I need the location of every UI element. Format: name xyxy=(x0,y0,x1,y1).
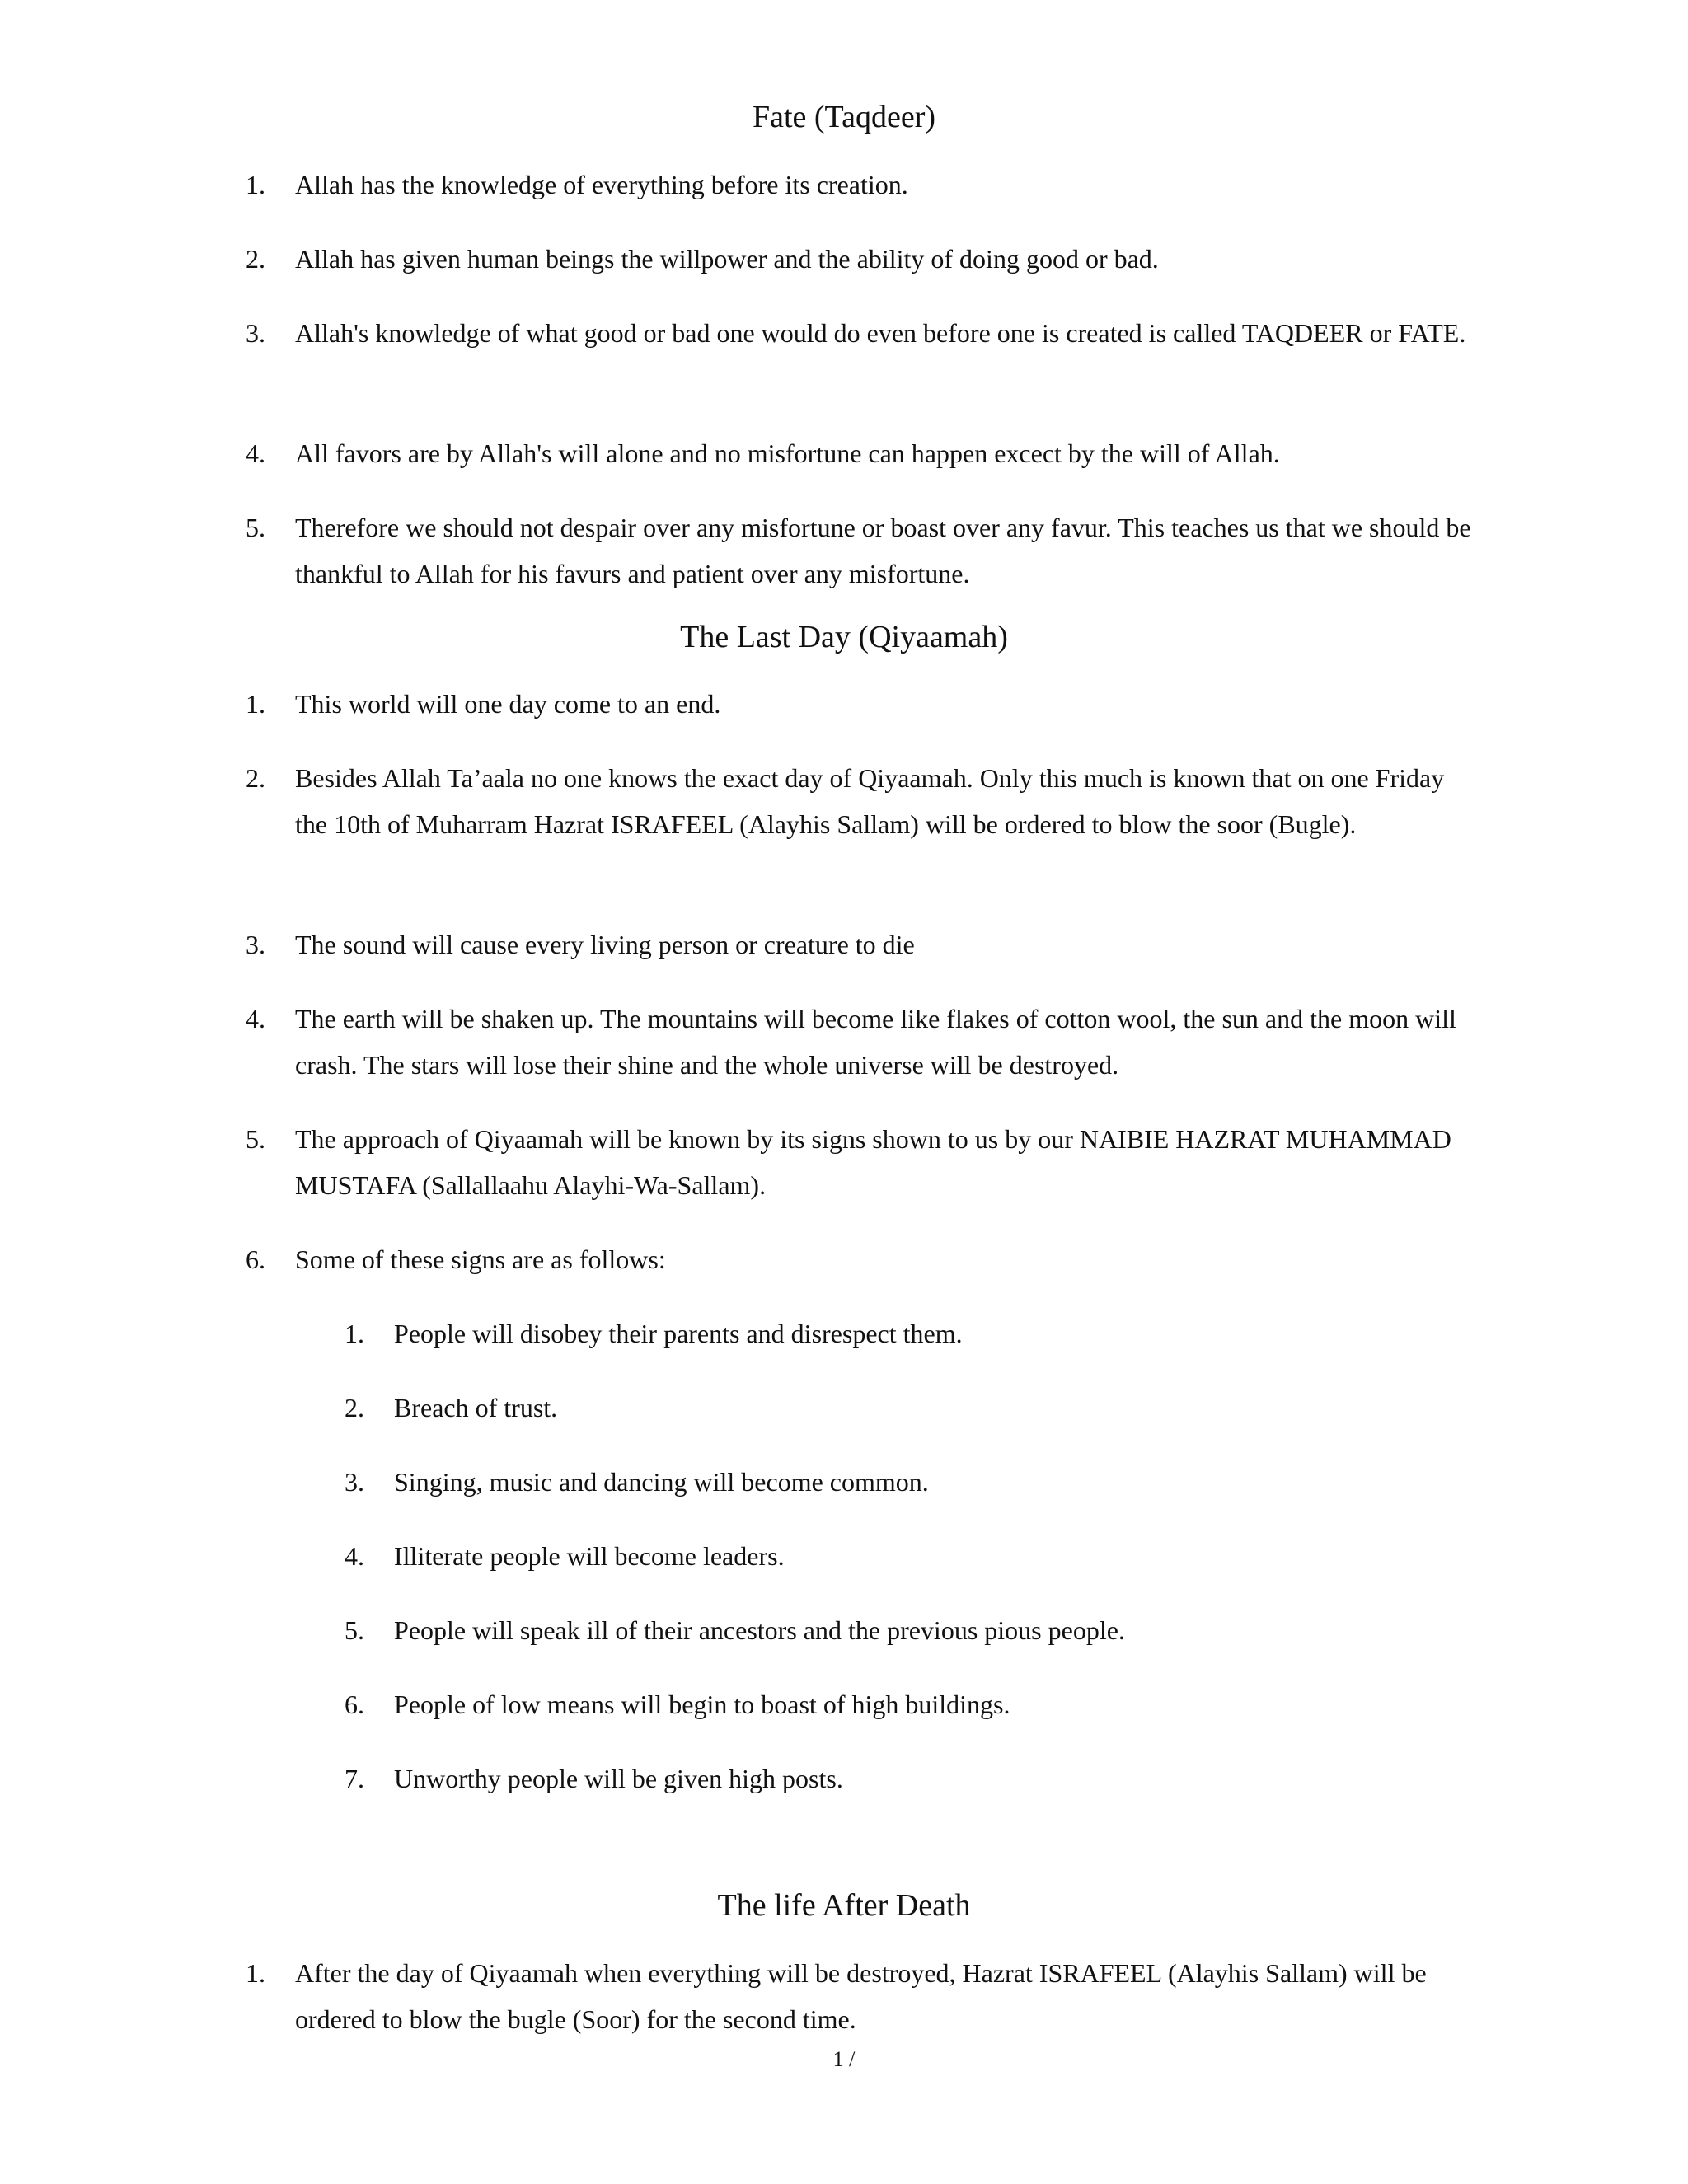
sub-list-item-text: Singing, music and dancing will become common. xyxy=(394,1467,929,1497)
list-item-text: Allah's knowledge of what good or bad one would do even before one is created is called TAQDEER or FATE. xyxy=(295,318,1466,348)
list-item-text: After the day of Qiyaamah when everything will be destroyed, Hazrat ISRAFEEL (Alayhis Sallam) will be ordered to blow the bugle (Soor) for the second time. xyxy=(295,1958,1427,2034)
list-item-text: Some of these signs are as follows: xyxy=(295,1244,666,1274)
sub-list-item-text: People will speak ill of their ancestors and the previous pious people. xyxy=(394,1615,1125,1645)
section-heading-last-day: The Last Day (Qiyaamah) xyxy=(680,620,1008,654)
list-item-number: 1. xyxy=(246,170,265,199)
list-item-text: Allah has given human beings the willpower and the ability of doing good or bad. xyxy=(295,244,1159,274)
sub-list-item-number: 4. xyxy=(345,1541,364,1571)
sub-list-item-number: 2. xyxy=(345,1393,364,1422)
list-item-number: 1. xyxy=(246,689,265,719)
list-item-text: This world will one day come to an end. xyxy=(295,689,721,719)
list-item-text: Besides Allah Ta’aala no one knows the exact day of Qiyaamah. Only this much is known that on one Friday the 10th of Muharram Hazrat ISRAFEEL (Alayhis Sallam) will be ordered to blow the soor (Bugle). xyxy=(295,763,1445,839)
list-item-text: All favors are by Allah's will alone and no misfortune can happen excect by the will of Allah. xyxy=(295,438,1280,468)
sub-list-item-number: 6. xyxy=(345,1690,364,1719)
list-item-text: The sound will cause every living person or creature to die xyxy=(295,930,915,959)
sub-list-item-number: 1. xyxy=(345,1319,364,1348)
list-item-number: 3. xyxy=(246,318,265,348)
sub-list-item-text: Illiterate people will become leaders. xyxy=(394,1541,785,1571)
list-item-number: 4. xyxy=(246,1004,265,1033)
list-item-number: 4. xyxy=(246,438,265,468)
list-item-number: 2. xyxy=(246,763,265,793)
list-item-text: The earth will be shaken up. The mountains will become like flakes of cotton wool, the sun and the moon will crash. The stars will lose their shine and the whole universe will be destroyed. xyxy=(295,1004,1456,1080)
list-item-number: 6. xyxy=(246,1244,265,1274)
sub-list-item-text: Breach of trust. xyxy=(394,1393,558,1422)
list-item-number: 5. xyxy=(246,1124,265,1154)
sub-list-item-text: Unworthy people will be given high posts. xyxy=(394,1764,843,1793)
section-heading-life-after-death: The life After Death xyxy=(717,1888,971,1923)
sub-list-item-text: People will disobey their parents and disrespect them. xyxy=(394,1319,963,1348)
list-item-text: Allah has the knowledge of everything before its creation. xyxy=(295,170,908,199)
list-item-number: 1. xyxy=(246,1958,265,1988)
sub-list-item-number: 7. xyxy=(345,1764,364,1793)
page-number: 1 / xyxy=(832,2047,856,2071)
list-item-text: Therefore we should not despair over any misfortune or boast over any favur. This teaches us that we should be thankful to Allah for his favurs and patient over any misfortune. xyxy=(295,513,1471,588)
sub-list-item-number: 5. xyxy=(345,1615,364,1645)
list-item-text: The approach of Qiyaamah will be known by its signs shown to us by our NAIBIE HAZRAT MUHAMMAD MUSTAFA (Sallallaahu Alayhi-Wa-Sallam). xyxy=(295,1124,1451,1200)
sub-list-item-text: People of low means will begin to boast of high buildings. xyxy=(394,1690,1010,1719)
list-item-number: 3. xyxy=(246,930,265,959)
list-item-number: 5. xyxy=(246,513,265,542)
sub-list-item-number: 3. xyxy=(345,1467,364,1497)
section-heading-fate: Fate (Taqdeer) xyxy=(752,100,936,134)
list-item-number: 2. xyxy=(246,244,265,274)
